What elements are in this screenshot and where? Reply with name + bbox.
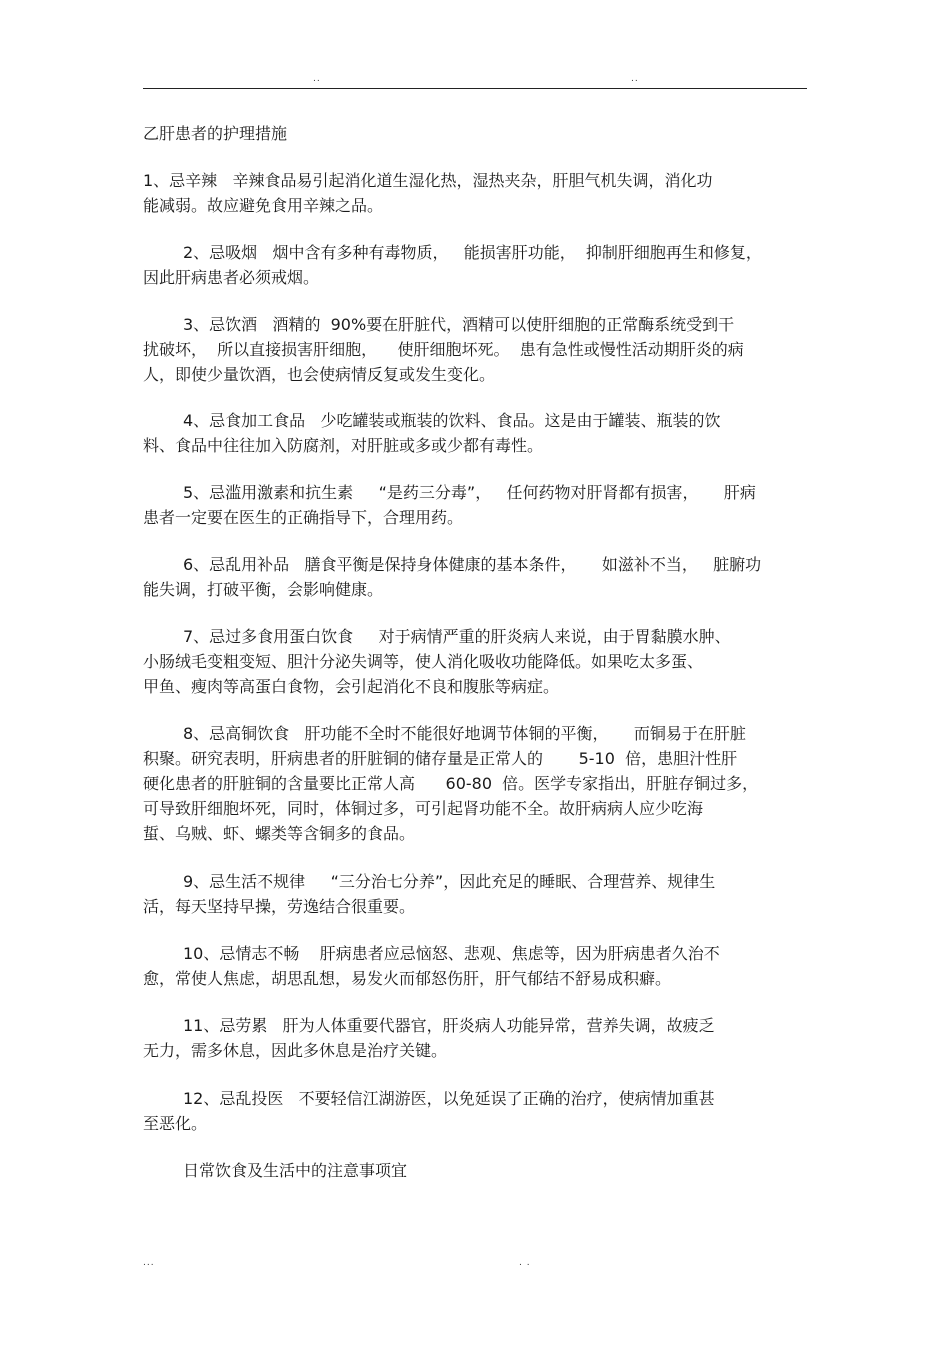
document-title: 乙肝患者的护理措施 xyxy=(143,124,288,143)
paragraph-line: 10、忌情志不畅 肝病患者应忌恼怒、悲观、焦虑等，因为肝病患者久治不 xyxy=(183,944,720,963)
paragraph-line: 蜇、乌贼、虾、螺类等含铜多的食品。 xyxy=(143,824,416,843)
paragraph-item xyxy=(143,1013,808,1063)
paragraph-item xyxy=(143,552,808,602)
paragraph-item xyxy=(143,1086,808,1136)
paragraph-item xyxy=(143,240,808,290)
header-mark-left: .. xyxy=(313,74,321,84)
paragraph-line: 至恶化。 xyxy=(143,1114,208,1133)
paragraph-line: 患者一定要在医生的正确指导下，合理用药。 xyxy=(143,508,464,527)
paragraph-line: 3、忌饮酒 酒精的 90%要在肝脏代，酒精可以使肝细胞的正常酶系统受到干 xyxy=(183,315,735,334)
paragraph-line: 5、忌滥用激素和抗生素 “是药三分毒”， 任何药物对肝肾都有损害， 肝病 xyxy=(183,483,756,502)
paragraph-line: 8、忌高铜饮食 肝功能不全时不能很好地调节体铜的平衡， 而铜易于在肝脏 xyxy=(183,724,746,743)
footer-mark-left: ... xyxy=(143,1258,155,1268)
paragraph-item xyxy=(143,168,808,218)
paragraph-line: 活，每天坚持早操，劳逸结合很重要。 xyxy=(143,897,416,916)
paragraph-line: 硬化患者的肝脏铜的含量要比正常人高 60-80 倍。医学专家指出，肝脏存铜过多， xyxy=(143,774,759,793)
footer-mark-right: . . xyxy=(519,1258,531,1268)
paragraph-line: 7、忌过多食用蛋白饮食 对于病情严重的肝炎病人来说，由于胃黏膜水肿、 xyxy=(183,627,731,646)
paragraph-line: 甲鱼、瘦肉等高蛋白食物，会引起消化不良和腹胀等病症。 xyxy=(143,677,560,696)
paragraph-line: 积聚。研究表明，肝病患者的肝脏铜的储存量是正常人的 5-10 倍，患胆汁性肝 xyxy=(143,749,738,768)
closing-heading: 日常饮食及生活中的注意事项宜 xyxy=(183,1161,408,1180)
header-mark-right: .. xyxy=(631,74,639,84)
paragraph-line: 9、忌生活不规律 “三分治七分养”，因此充足的睡眠、合理营养、规律生 xyxy=(183,872,716,891)
header-rule xyxy=(143,88,807,89)
paragraph-line: 能失调，打破平衡，会影响健康。 xyxy=(143,580,384,599)
paragraph-line: 4、忌食加工食品 少吃罐装或瓶装的饮料、食品。这是由于罐装、瓶装的饮 xyxy=(183,411,721,430)
paragraph-line: 小肠绒毛变粗变短、胆汁分泌失调等，使人消化吸收功能降低。如果吃太多蛋、 xyxy=(143,652,704,671)
paragraph-item xyxy=(143,408,808,458)
paragraph-item xyxy=(143,869,808,919)
paragraph-line: 11、忌劳累 肝为人体重要代器官，肝炎病人功能异常，营养失调，故疲乏 xyxy=(183,1016,715,1035)
paragraph-line: 人，即使少量饮酒，也会使病情反复或发生变化。 xyxy=(143,365,496,384)
paragraph-line: 12、忌乱投医 不要轻信江湖游医，以免延误了正确的治疗，使病情加重甚 xyxy=(183,1089,715,1108)
paragraph-item xyxy=(143,480,808,530)
paragraph-line: 愈，常使人焦虑，胡思乱想，易发火而郁怒伤肝，肝气郁结不舒易成积癖。 xyxy=(143,969,672,988)
paragraph-line: 可导致肝细胞坏死，同时，体铜过多，可引起肾功能不全。故肝病病人应少吃海 xyxy=(143,799,704,818)
paragraph-item xyxy=(143,312,808,387)
paragraph-item xyxy=(143,941,808,991)
paragraph-line: 2、忌吸烟 烟中含有多种有毒物质， 能损害肝功能， 抑制肝细胞再生和修复， xyxy=(183,243,762,262)
paragraph-line: 无力，需多休息，因此多休息是治疗关键。 xyxy=(143,1041,448,1060)
paragraph-item xyxy=(143,624,808,699)
paragraph-item xyxy=(143,721,808,846)
paragraph-line: 能减弱。故应避免食用辛辣之品。 xyxy=(143,196,384,215)
paragraph-line: 料、食品中往往加入防腐剂，对肝脏或多或少都有毒性。 xyxy=(143,436,544,455)
paragraph-line: 1、忌辛辣 辛辣食品易引起消化道生湿化热，湿热夹杂，肝胆气机失调，消化功 xyxy=(143,171,713,190)
paragraph-line: 因此肝病患者必须戒烟。 xyxy=(143,268,320,287)
paragraph-line: 6、忌乱用补品 膳食平衡是保持身体健康的基本条件， 如滋补不当， 脏腑功 xyxy=(183,555,762,574)
paragraph-line: 扰破坏， 所以直接损害肝细胞， 使肝细胞坏死。 患有急性或慢性活动期肝炎的病 xyxy=(143,340,744,359)
